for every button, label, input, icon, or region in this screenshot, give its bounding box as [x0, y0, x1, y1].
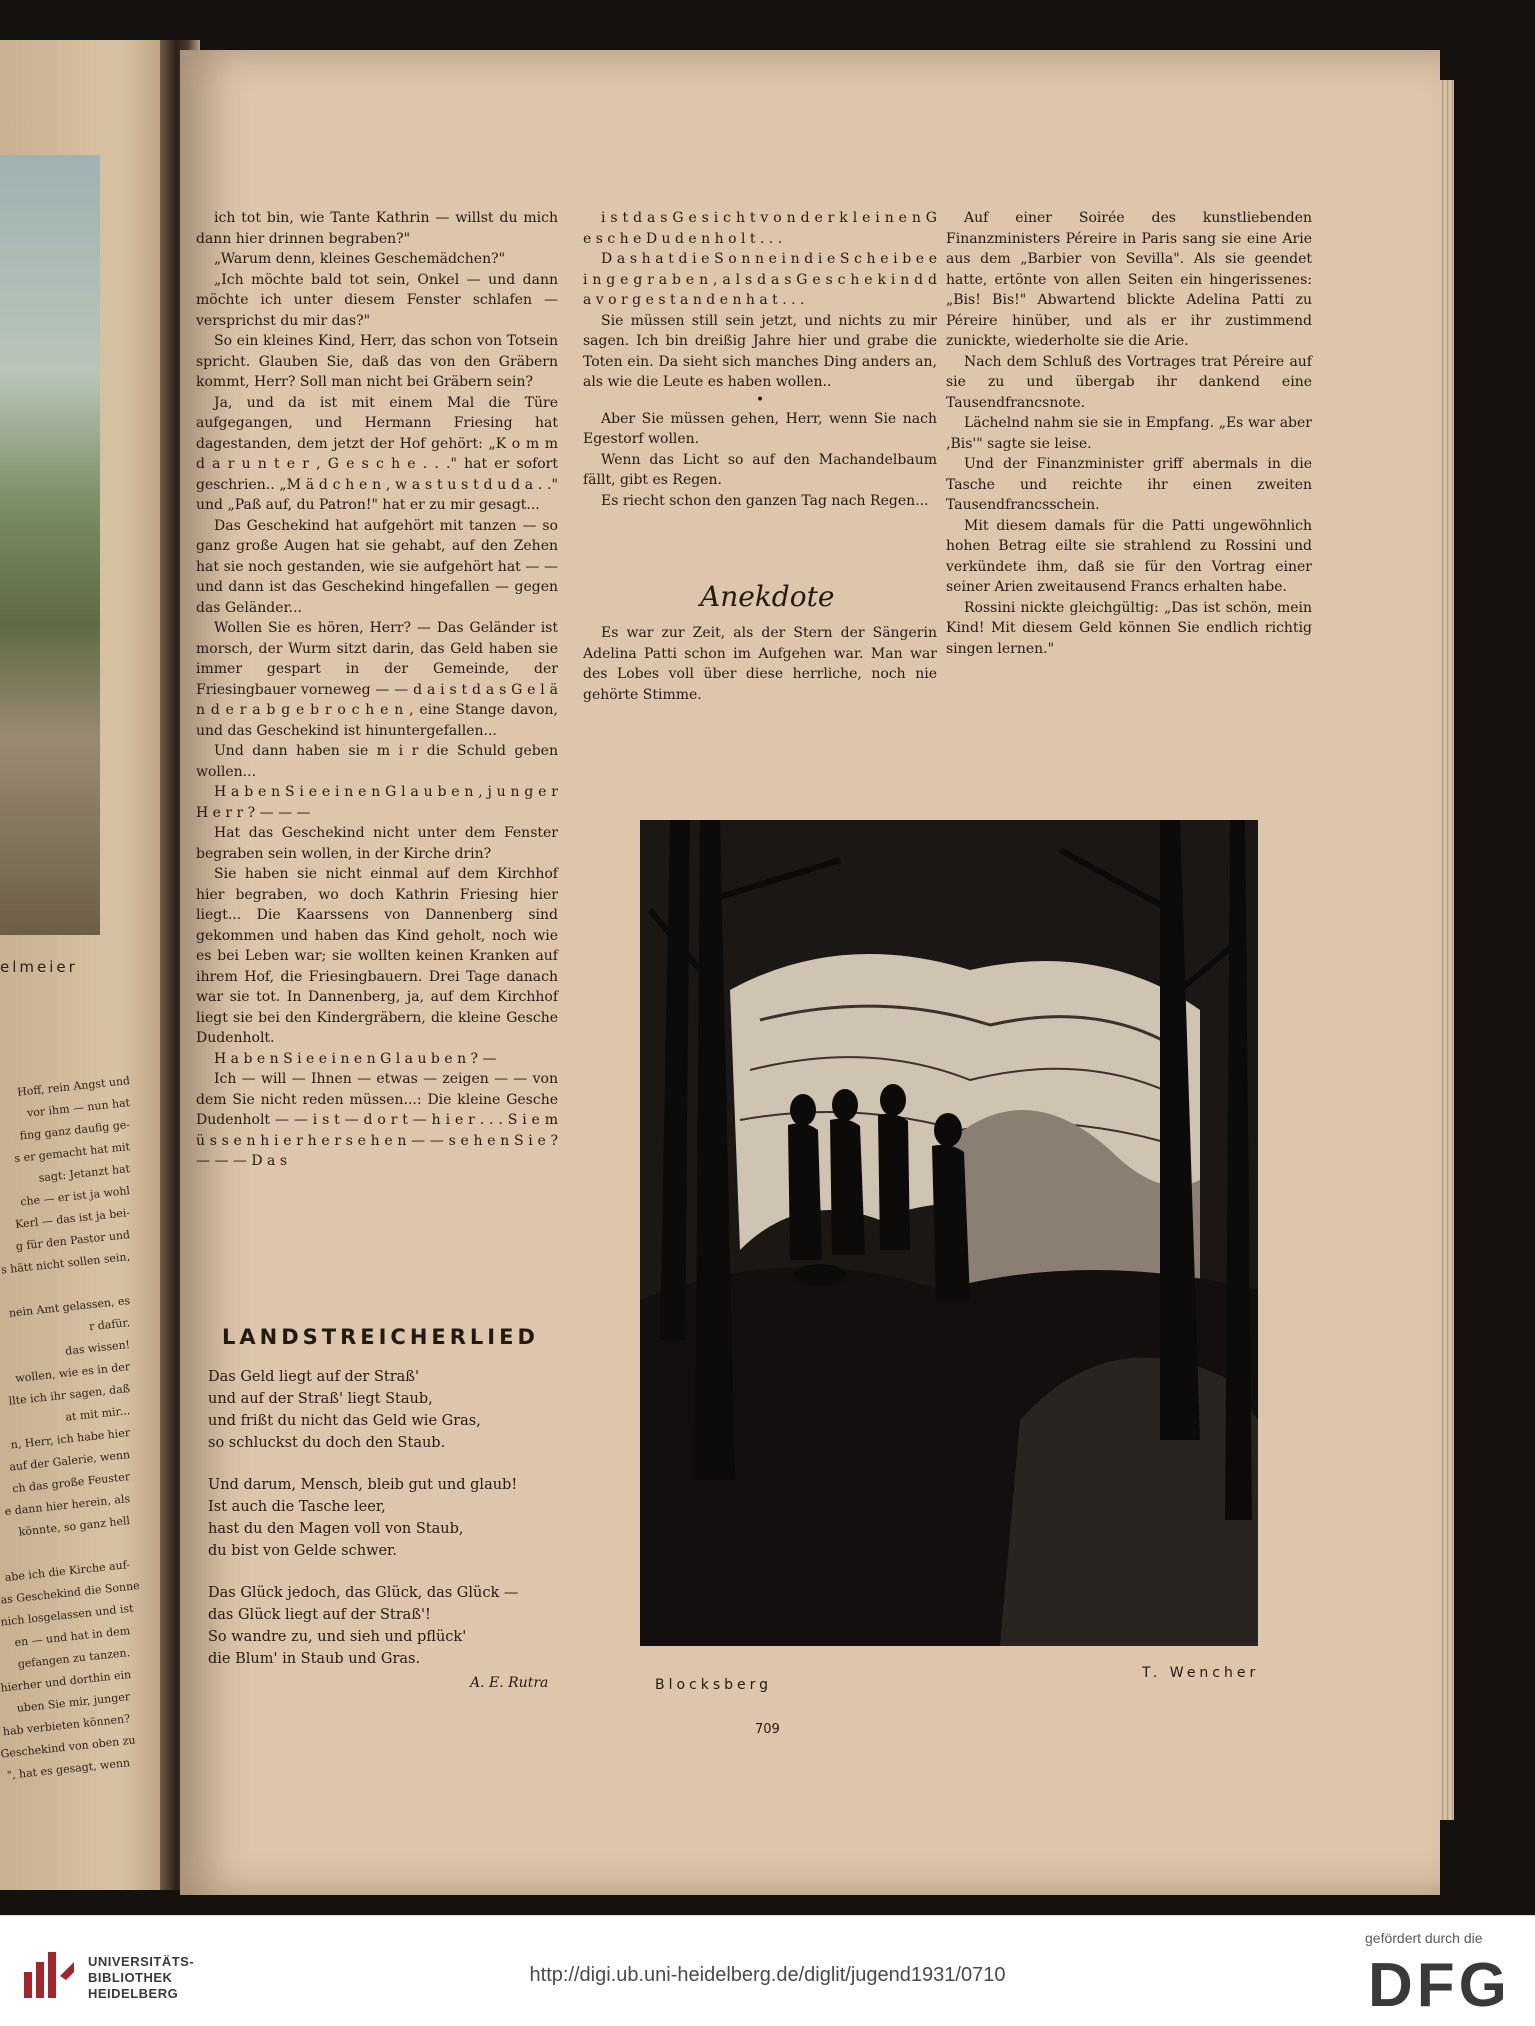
left-page-text-line: uben Sie mir, junger [16, 1690, 131, 1715]
illustration-drawing [640, 820, 1258, 1646]
text-column-1 [196, 208, 558, 1172]
poem-stanza [208, 1366, 578, 1454]
left-page-text-line: n, Herr, ich habe hier [10, 1426, 131, 1452]
column1-paragraph: H a b e n S i e e i n e n G l a u b e n ? — [214, 1050, 497, 1067]
poem-line: Und darum, Mensch, bleib gut und glaub! [208, 1477, 518, 1493]
column1-paragraph: „Ich möchte bald tot sein, Onkel — und dann möchte ich unter diesem Fenster schlafen — versprichst du mir das?" [196, 271, 558, 329]
column1-paragraph: Hat das Geschekind nicht unter dem Fenster begraben sein wollen, in der Kirche drin? [196, 825, 558, 862]
left-page-text-line: hab verbieten können? [2, 1712, 131, 1739]
poem-title: LANDSTREICHERLIED [222, 1325, 539, 1349]
anekdote-text: Es war zur Zeit, als der Stern der Sängerin Adelina Patti schon im Aufgehen war. Man war des Lobes voll über diese herrliche, noch nie gehörte Stimme. [583, 625, 937, 703]
left-page-text-line: at mit mir... [64, 1404, 131, 1424]
column3-paragraph: Mit diesem damals für die Patti ungewöhnlich hohen Betrag eilte sie strahlend zu Rossini und verkündete ihm, daß sie für den Vortrag einer seiner Arien zweitausend Francs erhalten habe. [946, 517, 1312, 595]
poem-line: Das Glück jedoch, das Glück, das Glück — [208, 1585, 519, 1601]
institution-line-2: BIBLIOTHEK [88, 1970, 173, 1985]
section-separator: • [755, 391, 765, 408]
column3-paragraph: Rossini nickte gleichgültig: „Das ist schön, mein Kind! Mit diesem Geld können Sie endlich richtig singen lernen." [946, 599, 1312, 657]
anekdote-title: Anekdote [700, 580, 835, 613]
illustration-title: Blocksberg [655, 1677, 773, 1693]
poem-stanza [208, 1582, 578, 1670]
column3-paragraph: Auf einer Soirée des kunstliebenden Finanzministers Péreire in Paris sang sie eine Arie aus dem „Barbier von Sevilla". Als sie geendet hatte, ertönte von allen Seiten ein hingerissenes: „Bis! Bis!" Abwartend blickte Adelina Patti zu Péreire hinüber, und als er ihr zustimmend zunickte, wiederholte sie die Arie. [946, 210, 1312, 349]
column1-paragraph: Und dann haben sie m i r die Schuld geben wollen... [196, 743, 558, 780]
left-page-text-line: abe ich die Kirche auf- [4, 1558, 131, 1585]
poem-line: so schluckst du doch den Staub. [208, 1435, 446, 1451]
column1-paragraph: H a b e n S i e e i n e n G l a u b e n , j u n g e r H e r r ? — — — [196, 784, 558, 821]
left-page-text-line: as Geschekind die Sonne [0, 1579, 141, 1607]
institution-line-3: HEIDELBERG [88, 1986, 179, 2001]
poem-author: A. E. Rutra [470, 1675, 549, 1691]
left-page-text [0, 1070, 141, 1782]
column1-paragraph: „Warum denn, kleines Geschemädchen?" [214, 251, 506, 267]
left-page-text-line: che — er ist ja wohl [19, 1184, 131, 1209]
poem-line: Das Geld liegt auf der Straß' [208, 1369, 419, 1385]
left-page-caption: elmeier [0, 958, 78, 976]
blocksberg-illustration [640, 820, 1258, 1646]
column1-paragraph: Wollen Sie es hören, Herr? — Das Geländer ist morsch, der Wurm sitzt darin, das Geld haben sie immer gespart in der Gemeinde, der Friesingbauer vorneweg — — d a i s t d a s G e l ä n d e r a b g e b r o c h e n , eine Stange davon, und das Geschekind ist hinuntergefallen... [196, 620, 558, 739]
column1-paragraph: Sie haben sie nicht einmal auf dem Kirchhof hier begraben, wo doch Kathrin Friesing hier liegt... Die Kaarssens von Dannenberg sind gekommen und haben das Kind geholt, noch wie es bei Leben war; sie wollten keinen Kranken auf ihrem Hof, die Friesingbauern. Drei Tage danach war sie tot. In Dannenberg, ja, auf dem Kirchhof liegt sie bei den Kindergräbern, die kleine Gesche Dudenholt. [196, 866, 558, 1046]
column3-paragraph: Und der Finanzminister griff abermals in die Tasche und reichte ihr einen zweiten Tausendfrancsschein. [946, 456, 1312, 513]
poem-line: du bist von Gelde schwer. [208, 1543, 398, 1559]
left-page-text-line: en — und hat in dem [13, 1624, 131, 1650]
left-page-text-line: ", hat es gesagt, wenn [6, 1756, 131, 1782]
left-page-text-line: Kerl — das ist ja bei- [14, 1206, 131, 1232]
poem-line: und auf der Straß' liegt Staub, [208, 1391, 433, 1407]
column2-paragraph: D a s h a t d i e S o n n e i n d i e S c h e i b e e i n g e g r a b e n , a l s d a s G e s c h e k i n d d a v o r g e s t a n d e n h a t . . . [583, 251, 937, 308]
left-page-text-line: nein Amt gelassen, es [8, 1294, 131, 1320]
left-page-text-line: vor ihm — nun hat [26, 1096, 131, 1120]
poem-line: hast du den Magen voll von Staub, [208, 1521, 464, 1537]
poem-line: das Glück liegt auf der Straß'! [208, 1607, 431, 1623]
left-page-text-line: g für den Pastor und [15, 1228, 131, 1253]
illustration-artist: T. Wencher [1142, 1665, 1260, 1681]
left-page-text-line: könnte, so ganz hell [18, 1514, 131, 1539]
funding-label: gefördert durch die [1365, 1930, 1483, 1946]
column2-paragraph: i s t d a s G e s i c h t v o n d e r k l e i n e n G e s c h e D u d e n h o l t . . . [583, 210, 937, 247]
page-number: 709 [755, 1722, 780, 1737]
column2-paragraph: Aber Sie müssen gehen, Herr, wenn Sie nach Egestorf wollen. [583, 410, 937, 447]
left-page-text-line: hierher und dorthin ein [0, 1667, 132, 1695]
left-page-text-line: das wissen! [64, 1338, 131, 1358]
left-page-text-line: e dann hier herein, als [4, 1492, 131, 1519]
poem-line: Ist auch die Tasche leer, [208, 1499, 386, 1515]
poem-stanza [208, 1474, 578, 1562]
column1-paragraph: So ein kleines Kind, Herr, das schon von Totsein spricht. Glauben Sie, daß das von den Gräbern kommt, Herr? Soll man nicht bei Gräbern sein? [196, 333, 558, 390]
institution-line-1: UNIVERSITÄTS- [88, 1954, 195, 1969]
poem-body [208, 1366, 578, 1690]
left-page-text-line: ch das große Feuster [11, 1470, 131, 1496]
left-page-fragment [0, 40, 172, 1890]
column1-paragraph: ich tot bin, wie Tante Kathrin — willst du mich dann hier drinnen begraben?" [196, 210, 558, 247]
text-column-2 [583, 208, 937, 511]
footer-bar [0, 1915, 1535, 2026]
left-page-text-line: sagt: Jetanzt hat [38, 1162, 131, 1185]
left-page-text-line: Geschekind von oben zu [0, 1733, 137, 1761]
column1-paragraph: Das Geschekind hat aufgehört mit tanzen — so ganz große Augen hat sie gehabt, auf den Zehen hat sie noch gestanden, wie sie aufgehört hat — — und dann ist das Geschekind hingefallen — gegen das Geländer... [196, 517, 558, 616]
column2-paragraph: Wenn das Licht so auf den Machandelbaum fällt, gibt es Regen. [583, 451, 937, 488]
left-page-text-line: s er gemacht hat mit [13, 1140, 131, 1166]
left-page-text-line: r dafür. [88, 1316, 131, 1334]
column2-paragraph: Sie müssen still sein jetzt, und nichts zu mir sagen. Ich bin dreißig Jahre hier und grabe die Toten ein. Da sieht sich manches Ding anders an, als wie die Leute es haben wollen.. [583, 312, 937, 390]
poem-line: die Blum' in Staub und Gras. [208, 1651, 421, 1667]
dfg-logo[interactable]: DFG [1368, 1951, 1511, 2020]
left-page-text-line: auf der Galerie, wenn [8, 1448, 131, 1474]
column1-paragraph: Ja, und da ist mit einem Mal die Türe aufgegangen, und Hermann Friesing hat dagestanden, dem jetzt der Hof gehört: „K o m m d a r u n t e r , G e s c h e . . ." hat er sofort geschrien.. „M ä d c h e n , w a s t u s t d u d a . ." und „Paß auf, du Patron!" hat er zu mir gesagt... [196, 394, 558, 513]
left-page-text-line: wollen, wie es in der [14, 1360, 131, 1386]
column2-paragraph: Es riecht schon den ganzen Tag nach Regen... [601, 492, 929, 509]
anekdote-text-block [583, 623, 937, 705]
text-column-3 [946, 208, 1312, 659]
column1-paragraph: Ich — will — Ihnen — etwas — zeigen — — von dem Sie nicht reden müssen...: Die kleine Gesche Dudenholt — — i s t — d o r t — h i e r . . . S i e m ü s s e n h i e r h e r s e h e n — — s e h e n S i e ? — — — D a s [196, 1071, 558, 1169]
poem-line: und frißt du nicht das Geld wie Gras, [208, 1413, 481, 1429]
document-url[interactable]: http://digi.ub.uni-heidelberg.de/diglit/jugend1931/0710 [529, 1964, 1006, 1986]
poem-line: So wandre zu, und sieh und pflück' [208, 1629, 467, 1645]
left-page-text-line: gefangen zu tanzen. [17, 1646, 131, 1671]
left-page-text-line: nich losgelassen und ist [0, 1601, 135, 1629]
column3-paragraph: Lächelnd nahm sie sie in Empfang. „Es war aber ‚Bis'" sagte sie leise. [946, 415, 1312, 452]
left-page-text-line: s hätt nicht sollen sein, [0, 1250, 131, 1277]
left-page-painting [0, 155, 100, 935]
left-page-text-line: fing ganz daufig ge- [19, 1118, 131, 1143]
left-page-text-line: Hoff, rein Angst und [16, 1074, 131, 1099]
column3-paragraph: Nach dem Schluß des Vortrages trat Péreire auf sie zu und übergab ihr dankend eine Tausendfrancsnote. [946, 353, 1312, 411]
left-page-text-line: llte ich ihr sagen, daß [8, 1382, 131, 1408]
